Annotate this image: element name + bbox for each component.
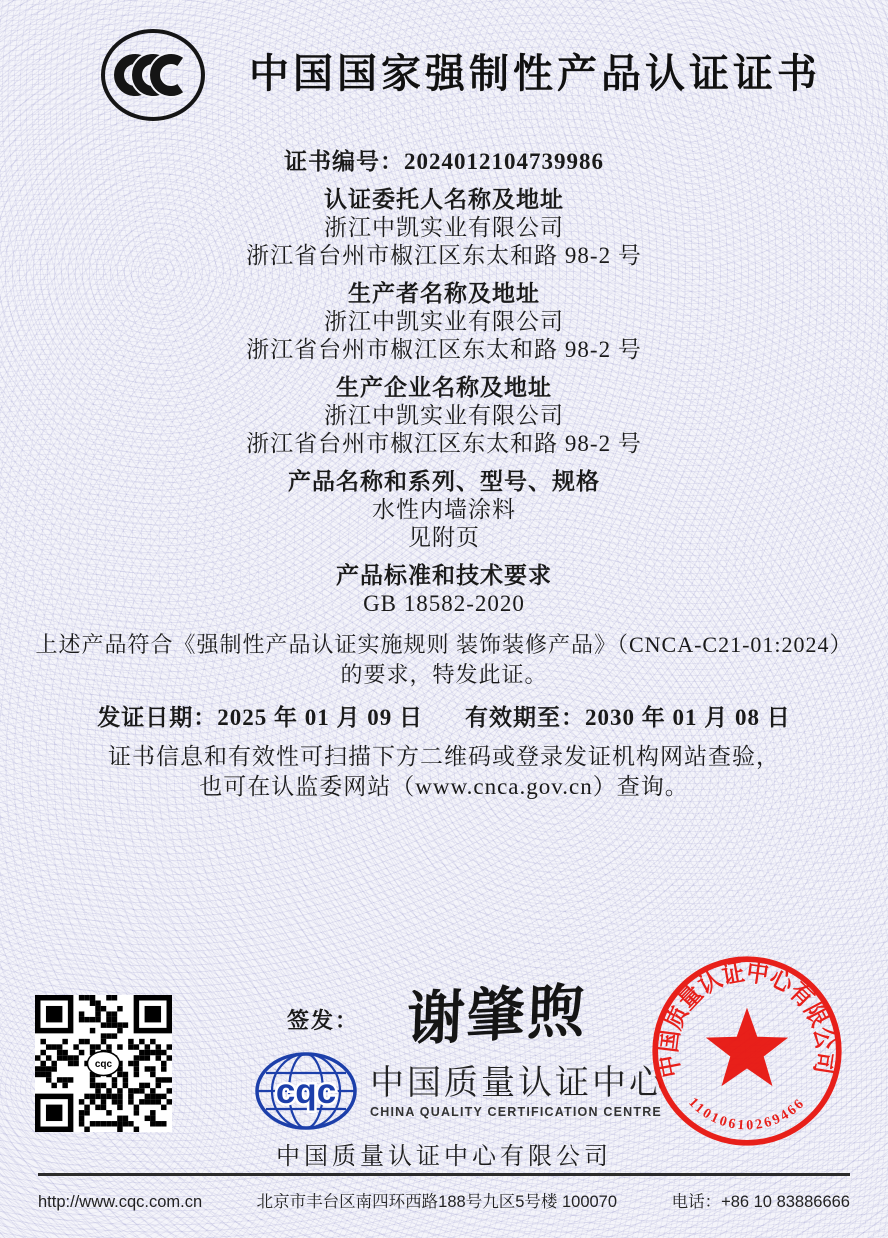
section-producer [0,280,888,364]
official-seal [649,953,845,1149]
section-heading: 认证委托人名称及地址 [324,187,564,212]
certificate-body [0,148,888,802]
issue-date-label: 发证日期： [97,705,218,730]
factory-name: 浙江中凯实业有限公司 [324,403,564,428]
section-standard [0,562,888,618]
verification-line-2: 也可在认监委网站（www.cnca.gov.cn）查询。 [199,774,689,799]
producer-address: 浙江省台州市椒江区东太和路 98-2 号 [246,337,642,362]
footer-website: http://www.cqc.com.cn [38,1193,203,1211]
issuer-logo-block [254,1051,666,1131]
issuer-name-en: CHINA QUALITY CERTIFICATION CENTRE [370,1104,662,1119]
applicant-address: 浙江省台州市椒江区东太和路 98-2 号 [246,243,642,268]
issued-by-label: 签发： [287,1008,360,1033]
expiry-date-label: 有效期至： [465,705,585,730]
svg-text:11010610269466 [685,1095,808,1133]
statement-line-1: 上述产品符合《强制性产品认证实施规则 装饰装修产品》（CNCA-C21-01:2024） [35,632,853,657]
factory-address: 浙江省台州市椒江区东太和路 98-2 号 [246,431,642,456]
page-title: 中国国家强制性产品认证证书 [249,51,821,96]
conformity-statement [0,630,888,690]
cqc-globe-icon [254,1051,358,1131]
seal-ring-text: 中国质量认证中心有限公司 [652,956,842,1080]
issue-date-value: 2025 年 01 月 09 日 [217,705,423,730]
qr-code [35,995,172,1132]
standard-code: GB 18582-2020 [363,591,525,616]
issuer-name-cn: 中国质量认证中心 [370,1063,666,1102]
applicant-name: 浙江中凯实业有限公司 [324,215,564,240]
section-heading: 产品标准和技术要求 [336,563,552,588]
issuer-signature: 谢肇煦 [405,978,588,1053]
seal-number: 11010610269466 [685,1095,809,1134]
section-applicant [0,186,888,270]
certificate-number-value: 2024012104739986 [404,149,604,174]
issuer-company-name: 中国质量认证中心有限公司 [276,1143,612,1170]
svg-text:cqc: cqc [94,1059,113,1070]
product-attachment-note: 见附页 [408,525,480,550]
issuer-names [370,1064,666,1119]
verification-line-1: 证书信息和有效性可扫描下方二维码或登录发证机构网站查验， [108,744,780,769]
footer-phone: 电话：+86 10 83886666 [671,1193,850,1211]
section-heading: 生产者名称及地址 [348,281,540,306]
section-factory [0,374,888,458]
certificate-number-label: 证书编号： [284,149,404,174]
validity-dates [0,704,888,732]
section-product [0,468,888,552]
section-heading: 产品名称和系列、型号、规格 [288,469,600,494]
footer-address: 北京市丰台区南四环西路188号九区5号楼 100070 [256,1193,618,1211]
footer-bar [38,1173,850,1212]
expiry-date-value: 2030 年 01 月 08 日 [585,705,791,730]
product-name: 水性内墙涂料 [372,497,516,522]
certificate-number-line [0,148,888,176]
seal-star-icon [706,1008,788,1086]
producer-name: 浙江中凯实业有限公司 [324,309,564,334]
section-heading: 生产企业名称及地址 [336,375,552,400]
verification-note [0,742,888,802]
cqc-letters: cqc [275,1072,337,1111]
statement-line-2: 的要求，特发此证。 [340,662,548,687]
certificate-header [0,0,888,124]
ccc-mark-icon [98,27,208,123]
